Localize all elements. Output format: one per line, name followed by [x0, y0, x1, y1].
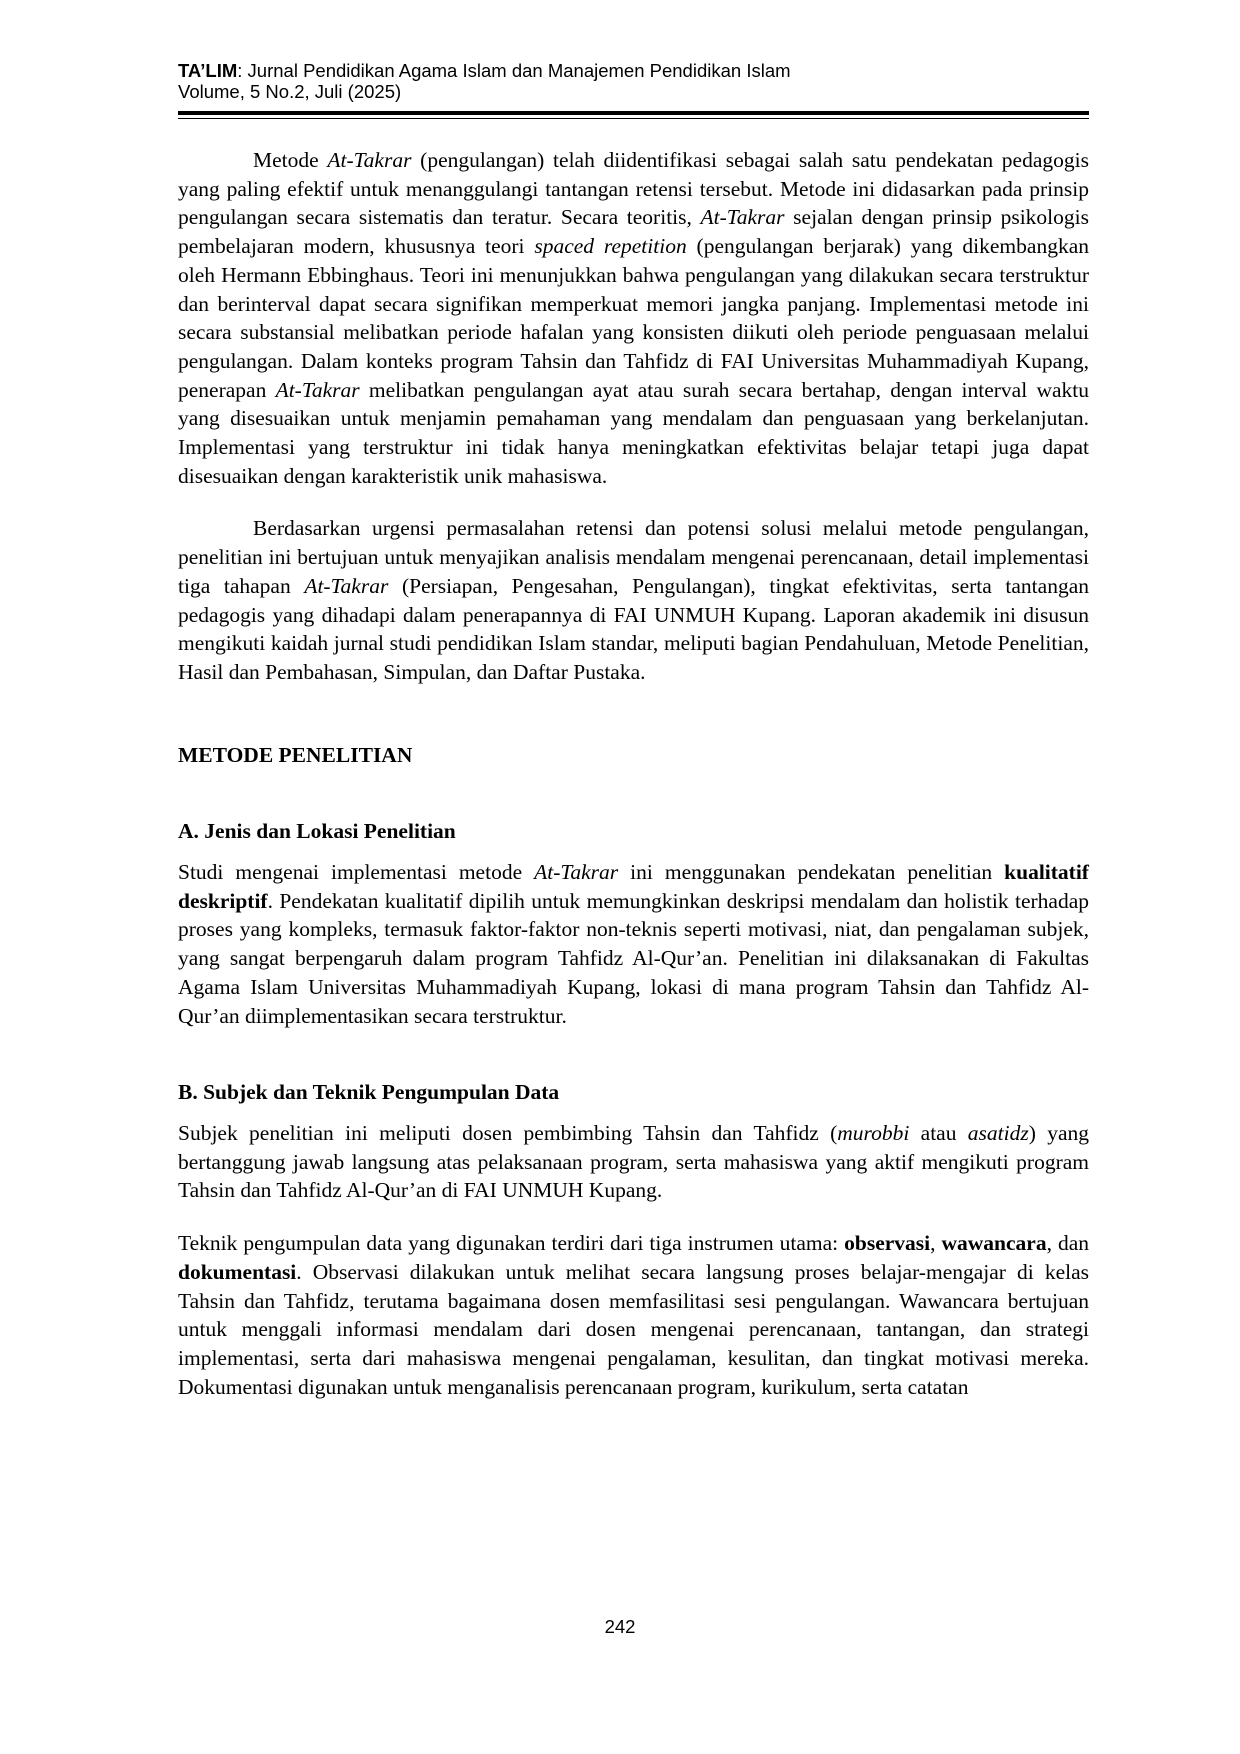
header-rule-thick	[178, 111, 1089, 115]
text-run: . Observasi dilakukan untuk melihat secara langsung proses belajar-mengajar di kelas Tahsin dan Tahfidz, terutama bagaimana dosen memfasilitasi sesi pengulangan. Wawancara bertujuan untuk menggali informasi mendalam dari dosen mengenai perencanaan, tantangan, dan strategi implementasi, serta dari mahasiswa mengenai pengalaman, kesulitan, dan tingkat motivasi mereka. Dokumentasi digunakan untuk menganalisis perencanaan program, kurikulum, serta catatan	[178, 1259, 1089, 1399]
italic-term: At-Takrar	[327, 148, 412, 172]
article-body	[178, 146, 1089, 1401]
italic-term: At-Takrar	[304, 573, 389, 598]
running-header	[178, 60, 1078, 102]
bold-term: kualitatif deskriptif	[178, 860, 1089, 913]
text-run: (Persiapan, Pengesahan, Pengulangan), tingkat efektivitas, serta tantangan pedagogis yang dihadapi dalam penerapannya di FAI UNMUH Kupang. Laporan akademik ini disusun mengikuti kaidah jurnal studi pendidikan Islam standar, meliputi bagian Pendahuluan, Metode Penelitian, Hasil dan Pembahasan, Simpulan, dan Daftar Pustaka.	[178, 573, 1089, 684]
text-run: atau	[909, 1120, 968, 1145]
text-run: Subjek penelitian ini meliputi dosen pembimbing Tahsin dan Tahfidz (	[178, 1120, 838, 1145]
paragraph-research-subjects	[178, 1119, 1089, 1205]
journal-title	[178, 60, 1078, 81]
text-run: Berdasarkan urgensi permasalahan retensi dan potensi solusi melalui metode pengulangan, penelitian ini bertujuan untuk menyajikan analisis mendalam mengenai perencanaan, detail implementasi tiga tahapan	[178, 516, 1089, 598]
text-run: sejalan dengan prinsip psikologis pembelajaran modern, khususnya teori	[178, 205, 1089, 259]
text-run: Teknik pengumpulan data yang digunakan terdiri dari tiga instrumen utama:	[178, 1231, 845, 1256]
text-run: (pengulangan) telah diidentifikasi sebagai salah satu pendekatan pedagogis yang paling efektif untuk menanggulangi tantangan retensi tersebut. Metode ini didasarkan pada prinsip pengulangan secara sistematis dan teratur. Secara teoritis,	[178, 148, 1089, 230]
italic-term: At-Takrar	[534, 860, 619, 885]
text-run: ,	[930, 1231, 942, 1256]
text-run: ) yang bertanggung jawab langsung atas pelaksanaan program, serta mahasiswa yang aktif mengikuti program Tahsin dan Tahfidz Al-Qur’an di FAI UNMUH Kupang.	[178, 1120, 1089, 1203]
italic-term: At-Takrar	[700, 205, 785, 230]
text-run: Metode	[253, 148, 328, 172]
subsection-heading-a: A. Jenis dan Lokasi Penelitian	[178, 819, 456, 844]
text-run: Studi mengenai implementasi metode	[178, 860, 535, 885]
header-rule-thin	[178, 118, 1089, 119]
paragraph-research-type	[178, 858, 1089, 1030]
page-number: 242	[604, 1616, 636, 1637]
text-run: melibatkan pengulangan ayat atau surah secara bertahap, dengan interval waktu yang disesuaikan untuk menjamin pemahaman yang mendalam dan penguasaan yang berkelanjutan. Implementasi yang terstruktur ini tidak hanya meningkatkan efektivitas belajar tetapi juga dapat disesuaikan dengan karakteristik unik mahasiswa.	[178, 377, 1089, 488]
text-run: ini menggunakan pendekatan penelitian	[618, 860, 1005, 885]
italic-term: spaced repetition	[534, 234, 687, 259]
journal-full-name: : Jurnal Pendidikan Agama Islam dan Manajemen Pendidikan Islam	[237, 60, 791, 81]
italic-term: asatidz	[967, 1120, 1029, 1145]
italic-term: murobbi	[837, 1120, 910, 1145]
journal-short-name: TA’LIM	[178, 60, 238, 81]
italic-term: At-Takrar	[275, 377, 360, 402]
bold-term: dokumentasi	[178, 1259, 297, 1284]
paragraph-data-collection	[178, 1229, 1089, 1401]
text-run: , dan	[1046, 1231, 1089, 1256]
bold-term: observasi	[844, 1231, 931, 1256]
text-run: (pengulangan berjarak) yang dikembangkan oleh Hermann Ebbinghaus. Teori ini menunjukkan bahwa pengulangan yang dilakukan secara terstruktur dan berinterval dapat secara signifikan memperkuat memori jangka panjang. Implementasi metode ini secara substansial melibatkan periode hafalan yang konsisten diikuti oleh periode penguasaan melalui pengulangan. Dalam konteks program Tahsin dan Tahfidz di FAI Universitas Muhammadiyah Kupang, penerapan	[178, 234, 1089, 402]
bold-term: wawancara	[941, 1231, 1047, 1256]
journal-volume: Volume, 5 No.2, Juli (2025)	[178, 81, 402, 102]
paragraph-research-aim	[178, 514, 1089, 686]
section-heading: METODE PENELITIAN	[178, 742, 413, 767]
paragraph-at-takrar-method	[178, 146, 1089, 490]
subsection-heading-b: B. Subjek dan Teknik Pengumpulan Data	[178, 1080, 560, 1105]
text-run: . Pendekatan kualitatif dipilih untuk memungkinkan deskripsi mendalam dan holistik terhadap proses yang kompleks, termasuk faktor-faktor non-teknis seperti motivasi, niat, dan pengalaman subjek, yang sangat berpengaruh dalam program Tahfidz Al-Qur’an. Penelitian ini dilaksanakan di Fakultas Agama Islam Universitas Muhammadiyah Kupang, lokasi di mana program Tahsin dan Tahfidz Al-Qur’an diimplementasikan secara terstruktur.	[178, 888, 1089, 1028]
